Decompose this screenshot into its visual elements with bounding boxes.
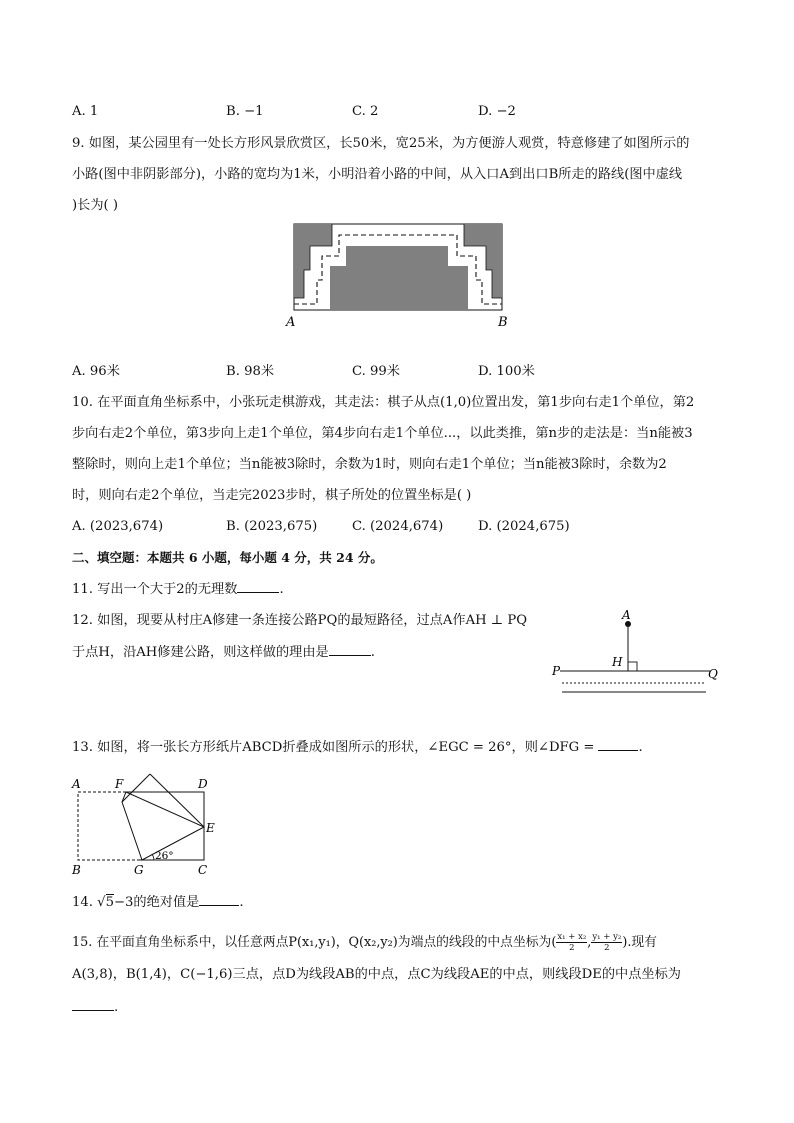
q15-fraction-x-denominator: 2 (569, 943, 575, 953)
q12-end: . (370, 645, 375, 660)
q10-line-1: 10. 在平面直角坐标系中，小张玩走棋游戏，其走法：棋子从点(1,0)位置出发，第1步向右走1个单位，第2 (72, 395, 695, 410)
q14-prefix: 14. (72, 895, 98, 910)
q13-fold-figure (66, 772, 226, 880)
q12-label-a: A (622, 608, 631, 622)
q8-option-d: D. −2 (478, 104, 516, 119)
q15-end: . (114, 1000, 119, 1015)
q9-label-b: B (498, 315, 508, 330)
q15-line-1-tail: ).现有 (622, 935, 657, 950)
q15-answer-blank[interactable] (72, 998, 114, 1011)
q14-rest: −3的绝对值是 (113, 895, 200, 910)
q13-label-a: A (72, 777, 81, 791)
q10-option-a: A. (2023,674) (72, 519, 164, 534)
q13-angle-arc (152, 854, 154, 860)
q13-answer-blank[interactable] (598, 738, 638, 751)
q12-label-h: H (612, 655, 623, 669)
q9-garden-figure (282, 218, 518, 334)
q15-fraction-y-denominator: 2 (604, 943, 610, 953)
q15-fraction-y-numerator: y₁ + y₂ (592, 932, 622, 942)
q13-label-c: C (198, 863, 208, 877)
q15-fraction-y (591, 932, 622, 953)
q12-label-p: P (552, 664, 561, 678)
q11 (72, 580, 284, 599)
q14-radicand: 5 (105, 895, 114, 910)
q15-line-2: A(3,8)，B(1,4)，C(−1,6)三点，点D为线段AB的中点，点C为线段AE的中点，则线段DE的中点坐标为 (72, 967, 681, 982)
q12-line-2-text: 于点H，沿AH修建公路，则这样做的理由是 (72, 645, 329, 660)
q13-label-f: F (115, 777, 124, 791)
q10-option-c: C. (2024,674) (352, 519, 444, 534)
q10-line-2: 步向右走2个单位，第3步向上走1个单位，第4步向右走1个单位...，以此类推，第n步的走法是：当n能被3 (72, 426, 693, 441)
q12-line-2 (72, 643, 375, 662)
q12-label-q: Q (708, 667, 718, 681)
q15-line-1: 15. 在平面直角坐标系中，以任意两点P(x₁,y₁)，Q(x₂,y₂)为端点的线段的中点坐标为( $\frac{\text{x₁ + x₂}}{2}$ , $\frac{\text{y₁ + y₂}}{2}$ ).现有 (72, 932, 657, 953)
q8-option-a: A. 1 (72, 104, 99, 119)
q9-option-c: C. 99米 (352, 364, 400, 379)
q15-fraction-x-numerator: x₁ + x₂ (557, 932, 587, 942)
q8-option-c: C. 2 (352, 104, 379, 119)
q11-answer-blank[interactable] (237, 580, 279, 593)
q13-text: 13. 如图，将一张长方形纸片ABCD折叠成如图所示的形状，∠EGC = 26°，则∠DFG = (72, 740, 595, 755)
q9-line-2: 小路(图中非阴影部分)，小路的宽均为1米，小明沿着小路的中间，从入口A到出口B所走的路线(图中虚线 (72, 167, 683, 182)
q14-answer-blank[interactable] (199, 893, 239, 906)
q14 (72, 893, 244, 912)
q15-line-3 (72, 998, 118, 1017)
q14-end: . (239, 895, 244, 910)
q8-option-b: B. −1 (226, 104, 264, 119)
q9-line-1: 9. 如图，某公园里有一处长方形风景欣赏区，长50米，宽25米，为方便游人观赏，特意修建了如图所示的 (72, 136, 690, 151)
q10-line-4: 时，则向右走2个单位，当走完2023步时，棋子所处的位置坐标是( ) (72, 488, 472, 503)
section-2-title: 二、填空题：本题共 6 小题，每小题 4 分，共 24 分。 (72, 550, 383, 565)
q9-line-3: )长为( ) (72, 198, 119, 213)
q15-line-1-text: 15. 在平面直角坐标系中，以任意两点P(x₁,y₁)，Q(x₂,y₂)为端点的线段的中点坐标为( (72, 935, 557, 950)
q13-end: . (638, 740, 643, 755)
q10-line-3: 整除时，则向上走1个单位；当n能被3除时，余数为1时，则向右走1个单位；当n能被3除时，余数为2 (72, 457, 667, 472)
q12-right-angle-mark (628, 662, 637, 671)
q13-label-g: G (134, 863, 144, 877)
q14-sqrt-sign: √ (97, 895, 106, 910)
q13-label-b: B (72, 863, 81, 877)
q12-line-1: 12. 如图，现要从村庄A修建一条连接公路PQ的最短路径，过点A作AH ⊥ PQ (72, 613, 528, 628)
q12-road-figure (550, 610, 730, 700)
q12-answer-blank[interactable] (329, 643, 371, 656)
q9-label-a: A (286, 315, 296, 330)
q15-fraction-x (556, 932, 587, 953)
q13 (72, 738, 643, 757)
q9-option-d: D. 100米 (478, 364, 535, 379)
q9-option-a: A. 96米 (72, 364, 120, 379)
q13-label-e: E (206, 821, 215, 835)
q9-shaded-center (330, 246, 468, 310)
q10-option-b: B. (2023,675) (226, 519, 318, 534)
q13-label-d: D (198, 777, 208, 791)
q11-end: . (279, 582, 284, 597)
q11-text: 11. 写出一个大于2的无理数 (72, 582, 238, 597)
q13-angle-label: 26° (155, 850, 174, 862)
q9-option-b: B. 98米 (226, 364, 275, 379)
q10-option-d: D. (2024,675) (478, 519, 570, 534)
